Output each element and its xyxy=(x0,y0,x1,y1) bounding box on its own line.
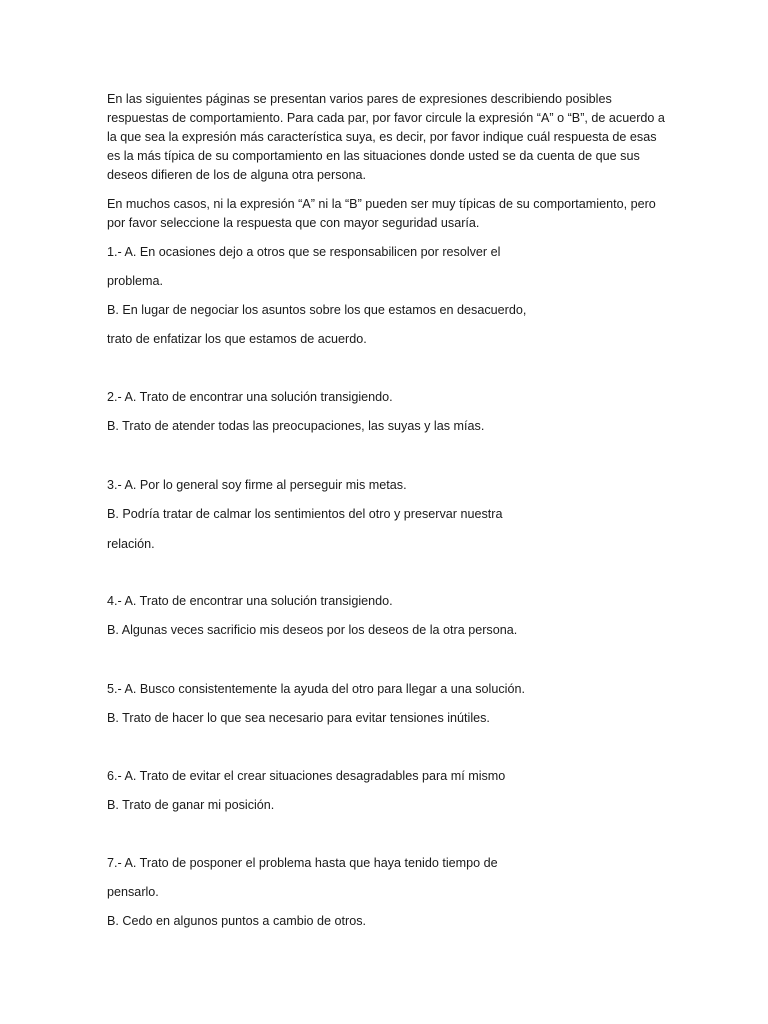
item-5-option-b: B. Trato de hacer lo que sea necesario para evitar tensiones inútiles. xyxy=(107,711,490,725)
item-2-option-b: B. Trato de atender todas las preocupaciones, las suyas y las mías. xyxy=(107,419,485,433)
item-4-option-a: 4.- A. Trato de encontrar una solución transigiendo. xyxy=(107,594,393,608)
item-7-option-b: B. Cedo en algunos puntos a cambio de otros. xyxy=(107,914,367,928)
item-1-option-a: 1.- A. En ocasiones dejo a otros que se responsabilicen por resolver el xyxy=(107,245,501,259)
item-3-option-b-cont: relación. xyxy=(107,537,155,551)
item-6-option-b: B. Trato de ganar mi posición. xyxy=(107,798,275,812)
item-7-option-a: 7.- A. Trato de posponer el problema hasta que haya tenido tiempo de xyxy=(107,856,498,870)
item-5-option-a: 5.- A. Busco consistentemente la ayuda del otro para llegar a una solución. xyxy=(107,682,525,696)
item-4-option-b: B. Algunas veces sacrificio mis deseos por los deseos de la otra persona. xyxy=(107,623,518,637)
item-6-option-a: 6.- A. Trato de evitar el crear situaciones desagradables para mí mismo xyxy=(107,769,506,783)
intro-paragraph-2: En muchos casos, ni la expresión “A” ni la “B” pueden ser muy típicas de su comportamiento, pero por favor seleccione la respuesta que con mayor seguridad usaría. xyxy=(107,197,656,230)
item-1-option-b: B. En lugar de negociar los asuntos sobre los que estamos en desacuerdo, xyxy=(107,303,527,317)
item-3-option-b: B. Podría tratar de calmar los sentimientos del otro y preservar nuestra xyxy=(107,507,503,521)
item-2-option-a: 2.- A. Trato de encontrar una solución transigiendo. xyxy=(107,390,393,404)
item-3-option-a: 3.- A. Por lo general soy firme al perseguir mis metas. xyxy=(107,478,407,492)
item-1-option-a-cont: problema. xyxy=(107,274,164,288)
item-7-option-a-cont: pensarlo. xyxy=(107,885,159,899)
intro-paragraph-1: En las siguientes páginas se presentan varios pares de expresiones describiendo posibles respuestas de comportamiento. Para cada par, por favor circule la expresión “A” o “B”, de acuerdo a la que sea la expresión más característica suya, es decir, por favor indique cuál respuesta de esas es la más típica de su comportamiento en las situaciones donde usted se da cuenta de que sus deseos difieren de los de alguna otra persona. xyxy=(107,92,665,182)
item-1-option-b-cont: trato de enfatizar los que estamos de acuerdo. xyxy=(107,332,367,346)
